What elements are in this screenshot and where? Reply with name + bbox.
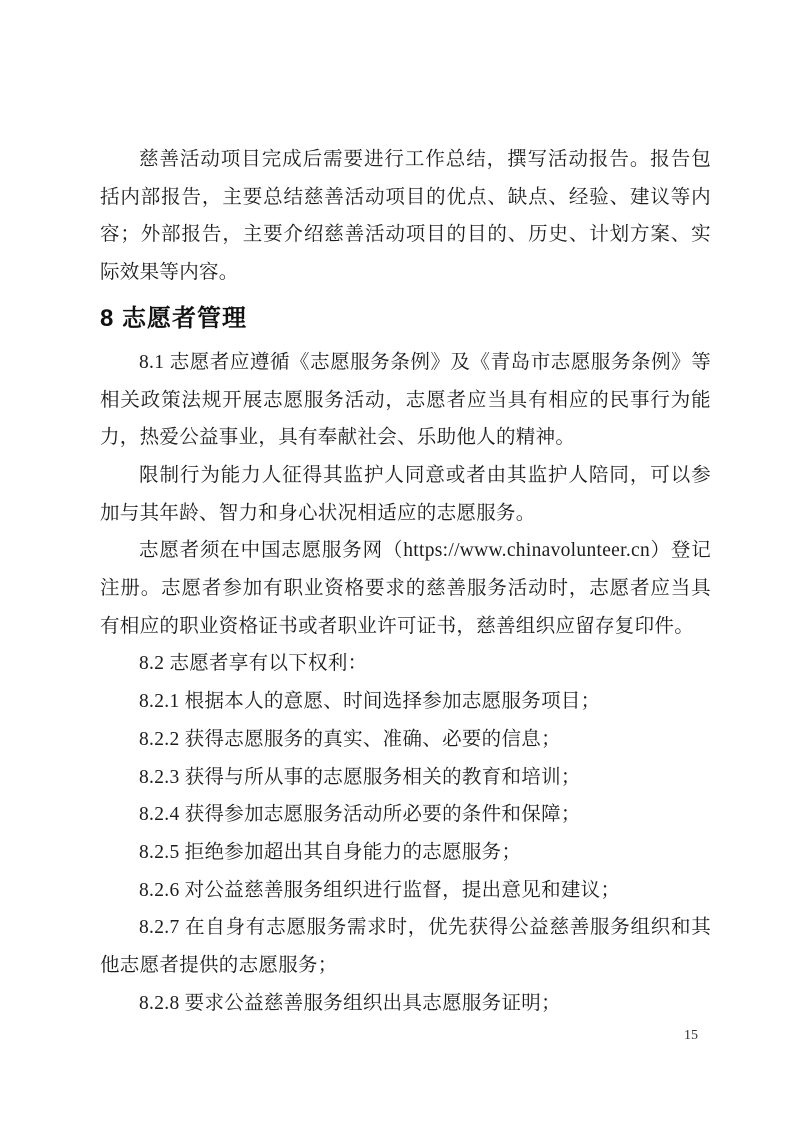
paragraph-clause-8-2: 8.2 志愿者享有以下权利： <box>139 653 368 675</box>
paragraph-clause-8-2-1: 8.2.1 根据本人的意愿、时间选择参加志愿服务项目； <box>139 691 601 713</box>
paragraph-clause-8-2-3: 8.2.3 获得与所从事的志愿服务相关的教育和培训； <box>139 766 581 788</box>
paragraph-clause-8-2-7: 8.2.7 在自身有志愿服务需求时，优先获得公益慈善服务组织和其他志愿者提供的志愿服务； <box>100 917 711 977</box>
paragraph-clause-8-1: 8.1 志愿者应遵循《志愿服务条例》及《青岛市志愿服务条例》等相关政策法规开展志愿服务活动，志愿者应当具有相应的民事行为能力，热爱公益事业，具有奉献社会、乐助他人的精神。 <box>100 351 711 449</box>
paragraph-clause-8-2-5: 8.2.5 拒绝参加超出其自身能力的志愿服务； <box>139 841 522 863</box>
page-number: 15 <box>684 1028 698 1043</box>
paragraph-activity-report: 慈善活动项目完成后需要进行工作总结，撰写活动报告。报告包括内部报告，主要总结慈善活动项目的优点、缺点、经验、建议等内容；外部报告，主要介绍慈善活动项目的目的、历史、计划方案、实际效果等内容。 <box>100 149 711 284</box>
paragraph-limited-capacity: 限制行为能力人征得其监护人同意或者由其监护人陪同，可以参加与其年龄、智力和身心状况相适应的志愿服务。 <box>100 464 711 524</box>
paragraph-clause-8-2-6: 8.2.6 对公益慈善服务组织进行监督，提出意见和建议； <box>139 879 621 901</box>
document-body <box>100 141 711 1022</box>
paragraph-clause-8-2-2: 8.2.2 获得志愿服务的真实、准确、必要的信息； <box>139 728 561 750</box>
paragraph-clause-8-2-8: 8.2.8 要求公益慈善服务组织出具志愿服务证明； <box>139 992 561 1014</box>
paragraph-clause-8-2-4: 8.2.4 获得参加志愿服务活动所必要的条件和保障； <box>139 804 581 826</box>
paragraph-registration-website: 志愿者须在中国志愿服务网（https://www.chinavolunteer.cn）登记注册。志愿者参加有职业资格要求的慈善服务活动时，志愿者应当具有相应的职业资格证书或者职业许可证书，慈善组织应留存复印件。 <box>100 540 711 637</box>
section-heading-volunteer-management: 8 志愿者管理 <box>100 304 248 332</box>
